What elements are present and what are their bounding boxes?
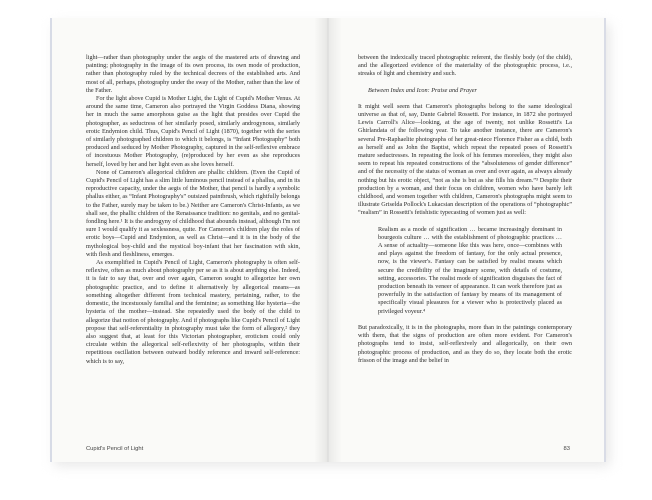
paragraph: For the light above Cupid is Mother Light, the Light of Cupid's Mother Venus. At around the same time, Cameron also portrayed the Virgin Goddess Diana, showing her in much the same amorphous guise as the light that presides over Cupid the photographer, as seductress of her similarly posed, similarly androgynous, similarly erotic Endymion child. Thus, Cupid's Pencil of Light (1870), together with the series of similarly photographed children to which it belongs, is “Infant Photography” both produced and seduced by Mother Photography, captured in the self-reflexive embrace of incestuous Mother Photography, (re)produced by her even as she reproduces herself, loved by her and her light even as she loves herself. — [86, 95, 300, 168]
left-page-text — [86, 54, 300, 366]
paragraph: It might well seem that Cameron's photographs belong to the same ideological universe as that of, say, Dante Gabriel Rossetti. For instance, in 1872 she portrayed Lewis Carroll's Alice—looking, at the age of twenty, not unlike Rossetti's La Ghirlandata of the following year. To take another instance, there are Cameron's several Pre-Raphaelite photographs of her great-niece Florence Fisher as a child, both as herself and as John the Baptist, which repeat the repeated poses of Rossetti's mature seductresses. In repeating the look of his femmes moreelées, they might also seem to repeat his repeated constructions of the “absoluteness of gender difference” and of the necessity of the status of woman as over and over again, as always already nothing but his erotic object, “not as she is but as she fills his dream.”³ Despite their production by a woman, and their focus on children, women who have barely left childhood, and women together with children, Cameron's photographs might seem to illustrate Griselda Pollock's Lukacsian description of the operations of “photographic” “realism” in Rossetti's fetishistic typecasting of women just as well: — [358, 102, 572, 217]
paragraph: But paradoxically, it is in the photographs, more than in the paintings contemporary with them, that the signs of production are often more evident. For Cameron's photographs tend to insist, self-reflexively and allegorically, on their own photographic process of production, and as they do so, they locate both the erotic frisson of the image and the belief in — [358, 323, 572, 364]
left-page — [50, 18, 328, 462]
section-subhead: Between Index and Icon: Praise and Prayer — [368, 86, 477, 94]
page-number: 83 — [563, 446, 570, 452]
paragraph: None of Cameron's allegorical children are phallic children. (Even the Cupid of Cupid's Pencil of Light has a slim little luminous pencil instead of a phallus, and in its reproductive capacity, under the aegis of the Mother, that pencil is hardly a symbolic phallus either, as “Infant Photography's” outsized paintbrush, which rightfully belongs to the Father, surely may be taken to be.) Neither are Cameron's Christ-Infants, as we shall see, the phallic children of the Renaissance tradition: no genitals, and no genital-fondling here.¹ It is the androgyny of childhood that abounds instead, although I'm not sure I would qualify it as sexlessness, quite. For Cameron's children play the roles of erotic boys—Cupid and Endymion, as well as Christ—and it is in the body of the mythological boy-child and the mystical boy-infant that her fascination with skin, with flesh and fleshliness, emerges. — [86, 168, 300, 258]
block-quote — [378, 226, 562, 316]
right-page — [328, 18, 606, 462]
paragraph: As exemplified in Cupid's Pencil of Light, Cameron's photography is often self-reflexive, often as much about photography per se as it is about anything else. Indeed, it is fair to say that, over and over again, Cameron sought to allegorize her own photographic practice, and to define it alternatively by allegorical means—as something altogether different from technical mastery, pertaining, rather, to the domestic, the incestuously familial and the feminine; as something like hysteria—the hysteria of the mother—instead. She repeatedly used the body of the child to allegorize that notion of photography. And if photographs like Cupid's Pencil of Light propose that self-referentiality in photography must take the form of allegory,² they also suggest that, at least for this Victorian photographer, eroticism could only circulate within the allegorical self-reflexivity of her photographs, within their repetitious oscillation between outward bodily reference and inward self-reference: which is to say, — [86, 259, 300, 365]
paragraph: light—rather than photography under the aegis of the mastered arts of drawing and painting; photography in the image of its own process, its own mode of production, rather than photography ruled by the technical decrees of the established arts. And most of all, perhaps, photography under the sway of the Mother, rather than the law of the Father. — [86, 54, 300, 94]
running-footer: Cupid's Pencil of Light — [86, 446, 144, 452]
open-book — [50, 18, 606, 462]
right-page-text — [358, 54, 572, 365]
paragraph: between the indexically traced photographic referent, the fleshly body (of the child), and the allegorized evidence of the materiality of the photographic process, i.e., streaks of light and chemistry and such. — [358, 54, 572, 78]
quote-text: Realism as a mode of signification … became increasingly dominant in bourgeois culture … with the establishment of photographic practices … A sense of actuality—someone like this was here, once—combines with and plays against the freedom of fantasy, for the only actual presence, now, is the viewer's. Fantasy can be satisfied by realist means which secure the credibility of the imaginary scene, with details of costume, setting, accessories. The realist mode of signification disguises the fact of production beneath its veneer of appearance. It can work therefore just as powerfully in the satisfaction of fantasy by means of its management of specifically visual pleasures for a viewer who is protectively placed as privileged voyeur.⁴ — [378, 225, 562, 315]
